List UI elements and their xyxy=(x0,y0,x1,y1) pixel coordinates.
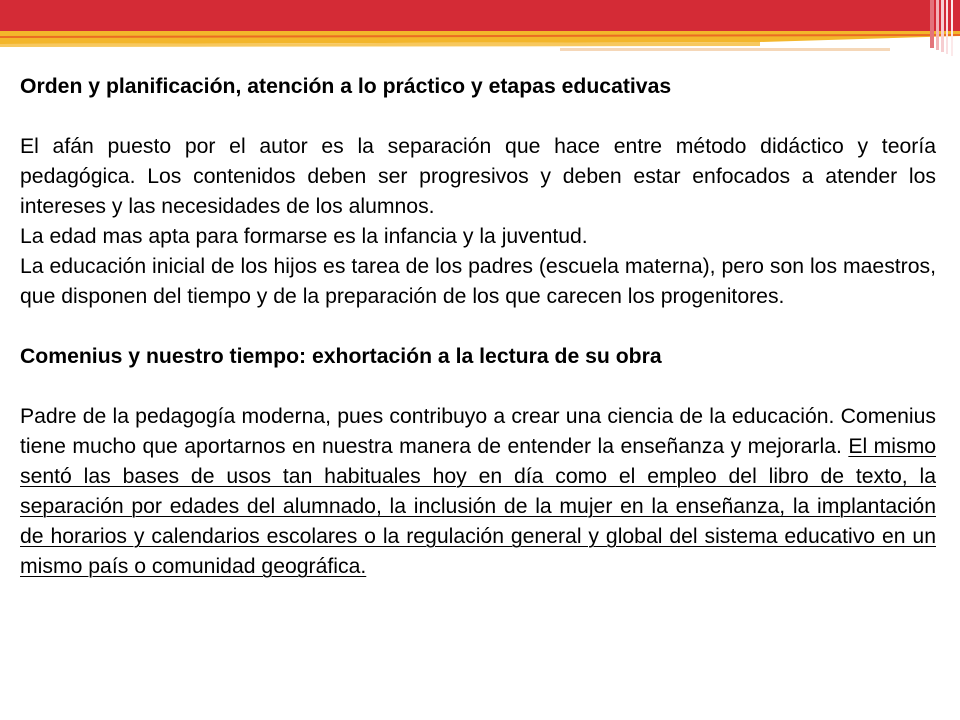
slide-content xyxy=(20,72,936,582)
section-heading-orden: Orden y planificación, atención a lo práctico y etapas educativas xyxy=(20,75,672,98)
paragraph-edad: La edad mas apta para formarse es la infancia y la juventud. xyxy=(20,225,588,248)
paragraph-plain-text: Padre de la pedagogía moderna, pues contribuyo a crear una ciencia de la educación. Comenius tiene mucho que aportarnos en nuestra manera de entender la enseñanza y mejorarla. xyxy=(20,405,936,458)
paragraph-underlined-text: El mismo sentó las bases de usos tan habituales hoy en día como el empleo del libro de texto, la separación por edades del alumnado, la inclusión de la mujer en la enseñanza, la implantación de horarios y calendarios escolares o la regulación general y global del sistema educativo en un mismo país o comunidad geográfica. xyxy=(20,435,937,578)
banner-right-stripe xyxy=(951,0,953,56)
paragraph-educacion-inicial: La educación inicial de los hijos es tarea de los padres (escuela materna), pero son los maestros, que disponen del tiempo y de la preparación de los que carecen los progenitores. xyxy=(20,255,936,308)
banner-right-stripe xyxy=(930,0,934,48)
decorative-banner xyxy=(0,0,960,70)
banner-red-band xyxy=(0,0,960,31)
spacer xyxy=(20,312,936,342)
spacer xyxy=(20,102,936,132)
banner-right-stripe xyxy=(936,0,939,50)
banner-right-stripe xyxy=(946,0,948,54)
paragraph-padre-pedagogia xyxy=(20,402,936,582)
section-heading-comenius: Comenius y nuestro tiempo: exhortación a la lectura de su obra xyxy=(20,345,662,368)
spacer xyxy=(20,372,936,402)
banner-white-line xyxy=(560,48,890,51)
banner-right-stripe xyxy=(941,0,944,52)
paragraph-afan: El afán puesto por el autor es la separación que hace entre método didáctico y teoría pedagógica. Los contenidos deben ser progresivos y deben estar enfocados a atender los intereses y las necesidades de los alumnos. xyxy=(20,135,936,218)
